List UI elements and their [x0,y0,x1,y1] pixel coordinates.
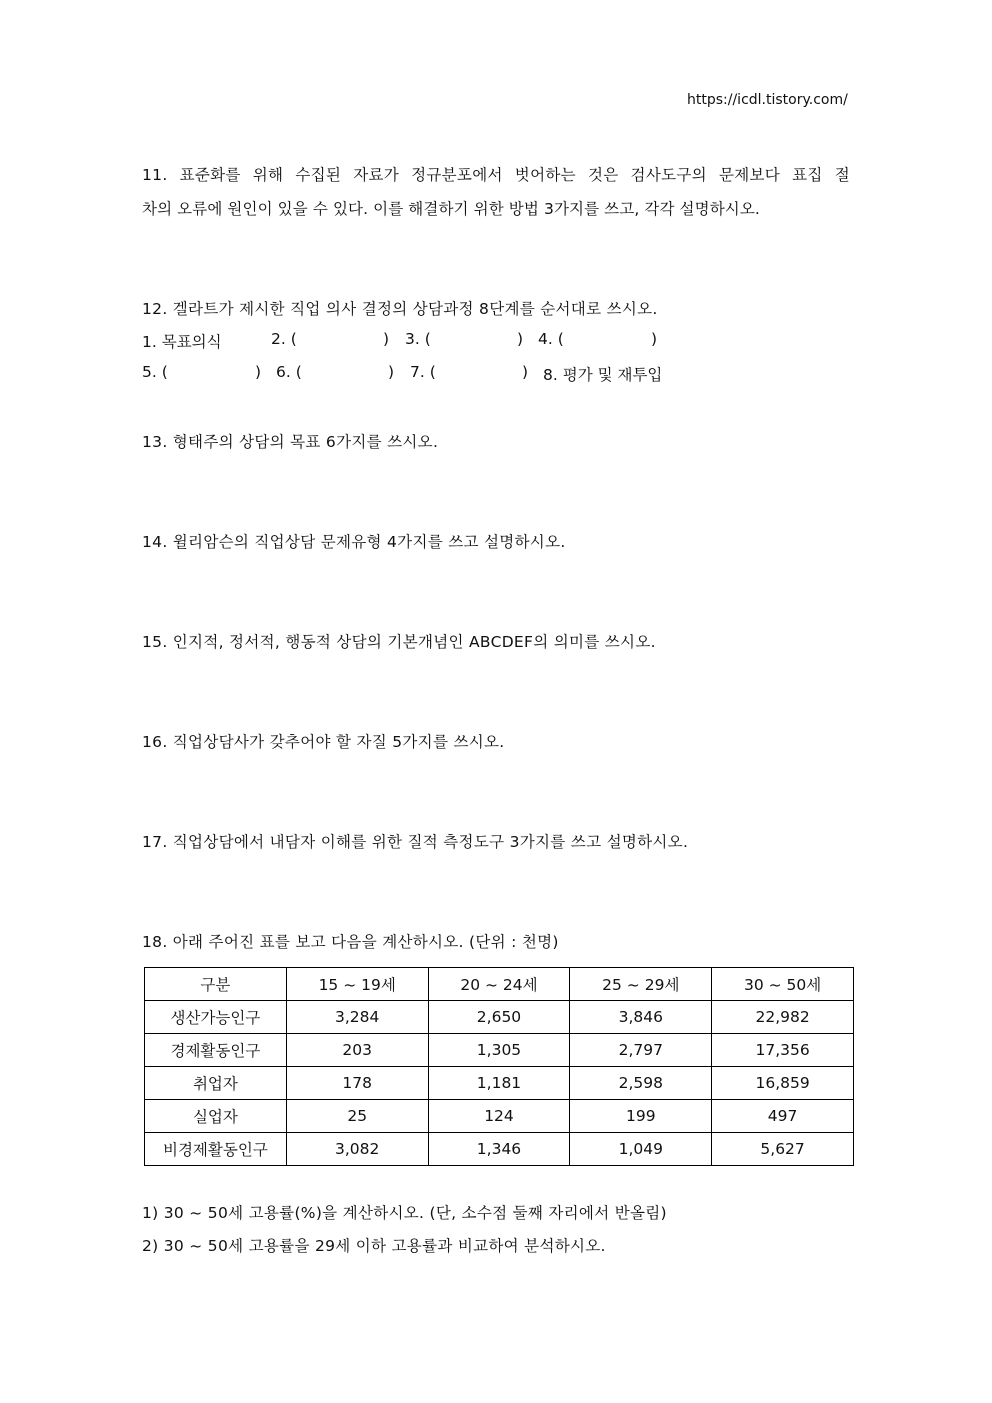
question-13: 13. 형태주의 상담의 목표 6가지를 쓰시오. [142,433,439,451]
row-label: 비경제활동인구 [145,1133,287,1166]
stage-3-close: ) [517,330,524,348]
table-cell: 203 [286,1034,428,1067]
table-cell: 3,082 [286,1133,428,1166]
table-cell: 1,181 [428,1067,570,1100]
stage-7-close: ) [522,363,529,381]
row-label: 생산가능인구 [145,1001,287,1034]
table-cell: 3,284 [286,1001,428,1034]
table-cell: 25 [286,1100,428,1133]
table-cell: 178 [286,1067,428,1100]
table-row [145,1133,854,1166]
table-cell: 2,650 [428,1001,570,1034]
stage-1: 1. 목표의식 [142,333,222,351]
stage-7-open: 7. ( [410,363,436,381]
stage-4-close: ) [651,330,658,348]
stage-2-open: 2. ( [271,330,297,348]
table-cell: 124 [428,1100,570,1133]
header-cell: 15 ~ 19세 [286,968,428,1001]
question-16: 16. 직업상담사가 갖추어야 할 자질 5가지를 쓰시오. [142,733,505,751]
table-cell: 22,982 [712,1001,854,1034]
table-row [145,1067,854,1100]
table-row [145,1001,854,1034]
stage-6-open: 6. ( [276,363,302,381]
stage-6-close: ) [388,363,395,381]
question-18-sub-1: 1) 30 ~ 50세 고용률(%)을 계산하시오. (단, 소수점 둘째 자리에서 반올림) [142,1204,667,1222]
table-cell: 1,346 [428,1133,570,1166]
table-cell: 199 [570,1100,712,1133]
table-cell: 1,049 [570,1133,712,1166]
question-17: 17. 직업상담에서 내담자 이해를 위한 질적 측정도구 3가지를 쓰고 설명하시오. [142,833,689,851]
table-cell: 2,598 [570,1067,712,1100]
question-18-sub-2: 2) 30 ~ 50세 고용률을 29세 이하 고용률과 비교하여 분석하시오. [142,1237,606,1255]
question-14: 14. 윌리암슨의 직업상담 문제유형 4가지를 쓰고 설명하시오. [142,533,566,551]
row-label: 취업자 [145,1067,287,1100]
question-12: 12. 겔라트가 제시한 직업 의사 결정의 상담과정 8단계를 순서대로 쓰시오. [142,300,658,318]
table-cell: 497 [712,1100,854,1133]
header-cell: 구분 [145,968,287,1001]
table-cell: 17,356 [712,1034,854,1067]
header-cell: 20 ~ 24세 [428,968,570,1001]
header-cell: 25 ~ 29세 [570,968,712,1001]
stage-5-close: ) [255,363,262,381]
header-url[interactable]: https://icdl.tistory.com/ [687,92,848,108]
stage-4-open: 4. ( [538,330,564,348]
table-cell: 5,627 [712,1133,854,1166]
question-11-line-2: 차의 오류에 원인이 있을 수 있다. 이를 해결하기 위한 방법 3가지를 쓰고, 각각 설명하시오. [142,200,760,218]
question-11-line-1: 11. 표준화를 위해 수집된 자료가 정규분포에서 벗어하는 것은 검사도구의 문제보다 표집 절 [142,166,850,184]
header-cell: 30 ~ 50세 [712,968,854,1001]
table-header-row [145,968,854,1001]
stage-5-open: 5. ( [142,363,168,381]
row-label: 경제활동인구 [145,1034,287,1067]
table-cell: 1,305 [428,1034,570,1067]
question-18: 18. 아래 주어진 표를 보고 다음을 계산하시오. (단위 : 천명) [142,933,559,951]
row-label: 실업자 [145,1100,287,1133]
table-row [145,1100,854,1133]
table-row [145,1034,854,1067]
stage-8: 8. 평가 및 재투입 [543,366,663,384]
population-table [144,967,854,1166]
stage-3-open: 3. ( [405,330,431,348]
table-cell: 3,846 [570,1001,712,1034]
question-15: 15. 인지적, 정서적, 행동적 상담의 기본개념인 ABCDEF의 의미를 쓰시오. [142,633,656,651]
table-cell: 16,859 [712,1067,854,1100]
table-cell: 2,797 [570,1034,712,1067]
stage-2-close: ) [383,330,390,348]
